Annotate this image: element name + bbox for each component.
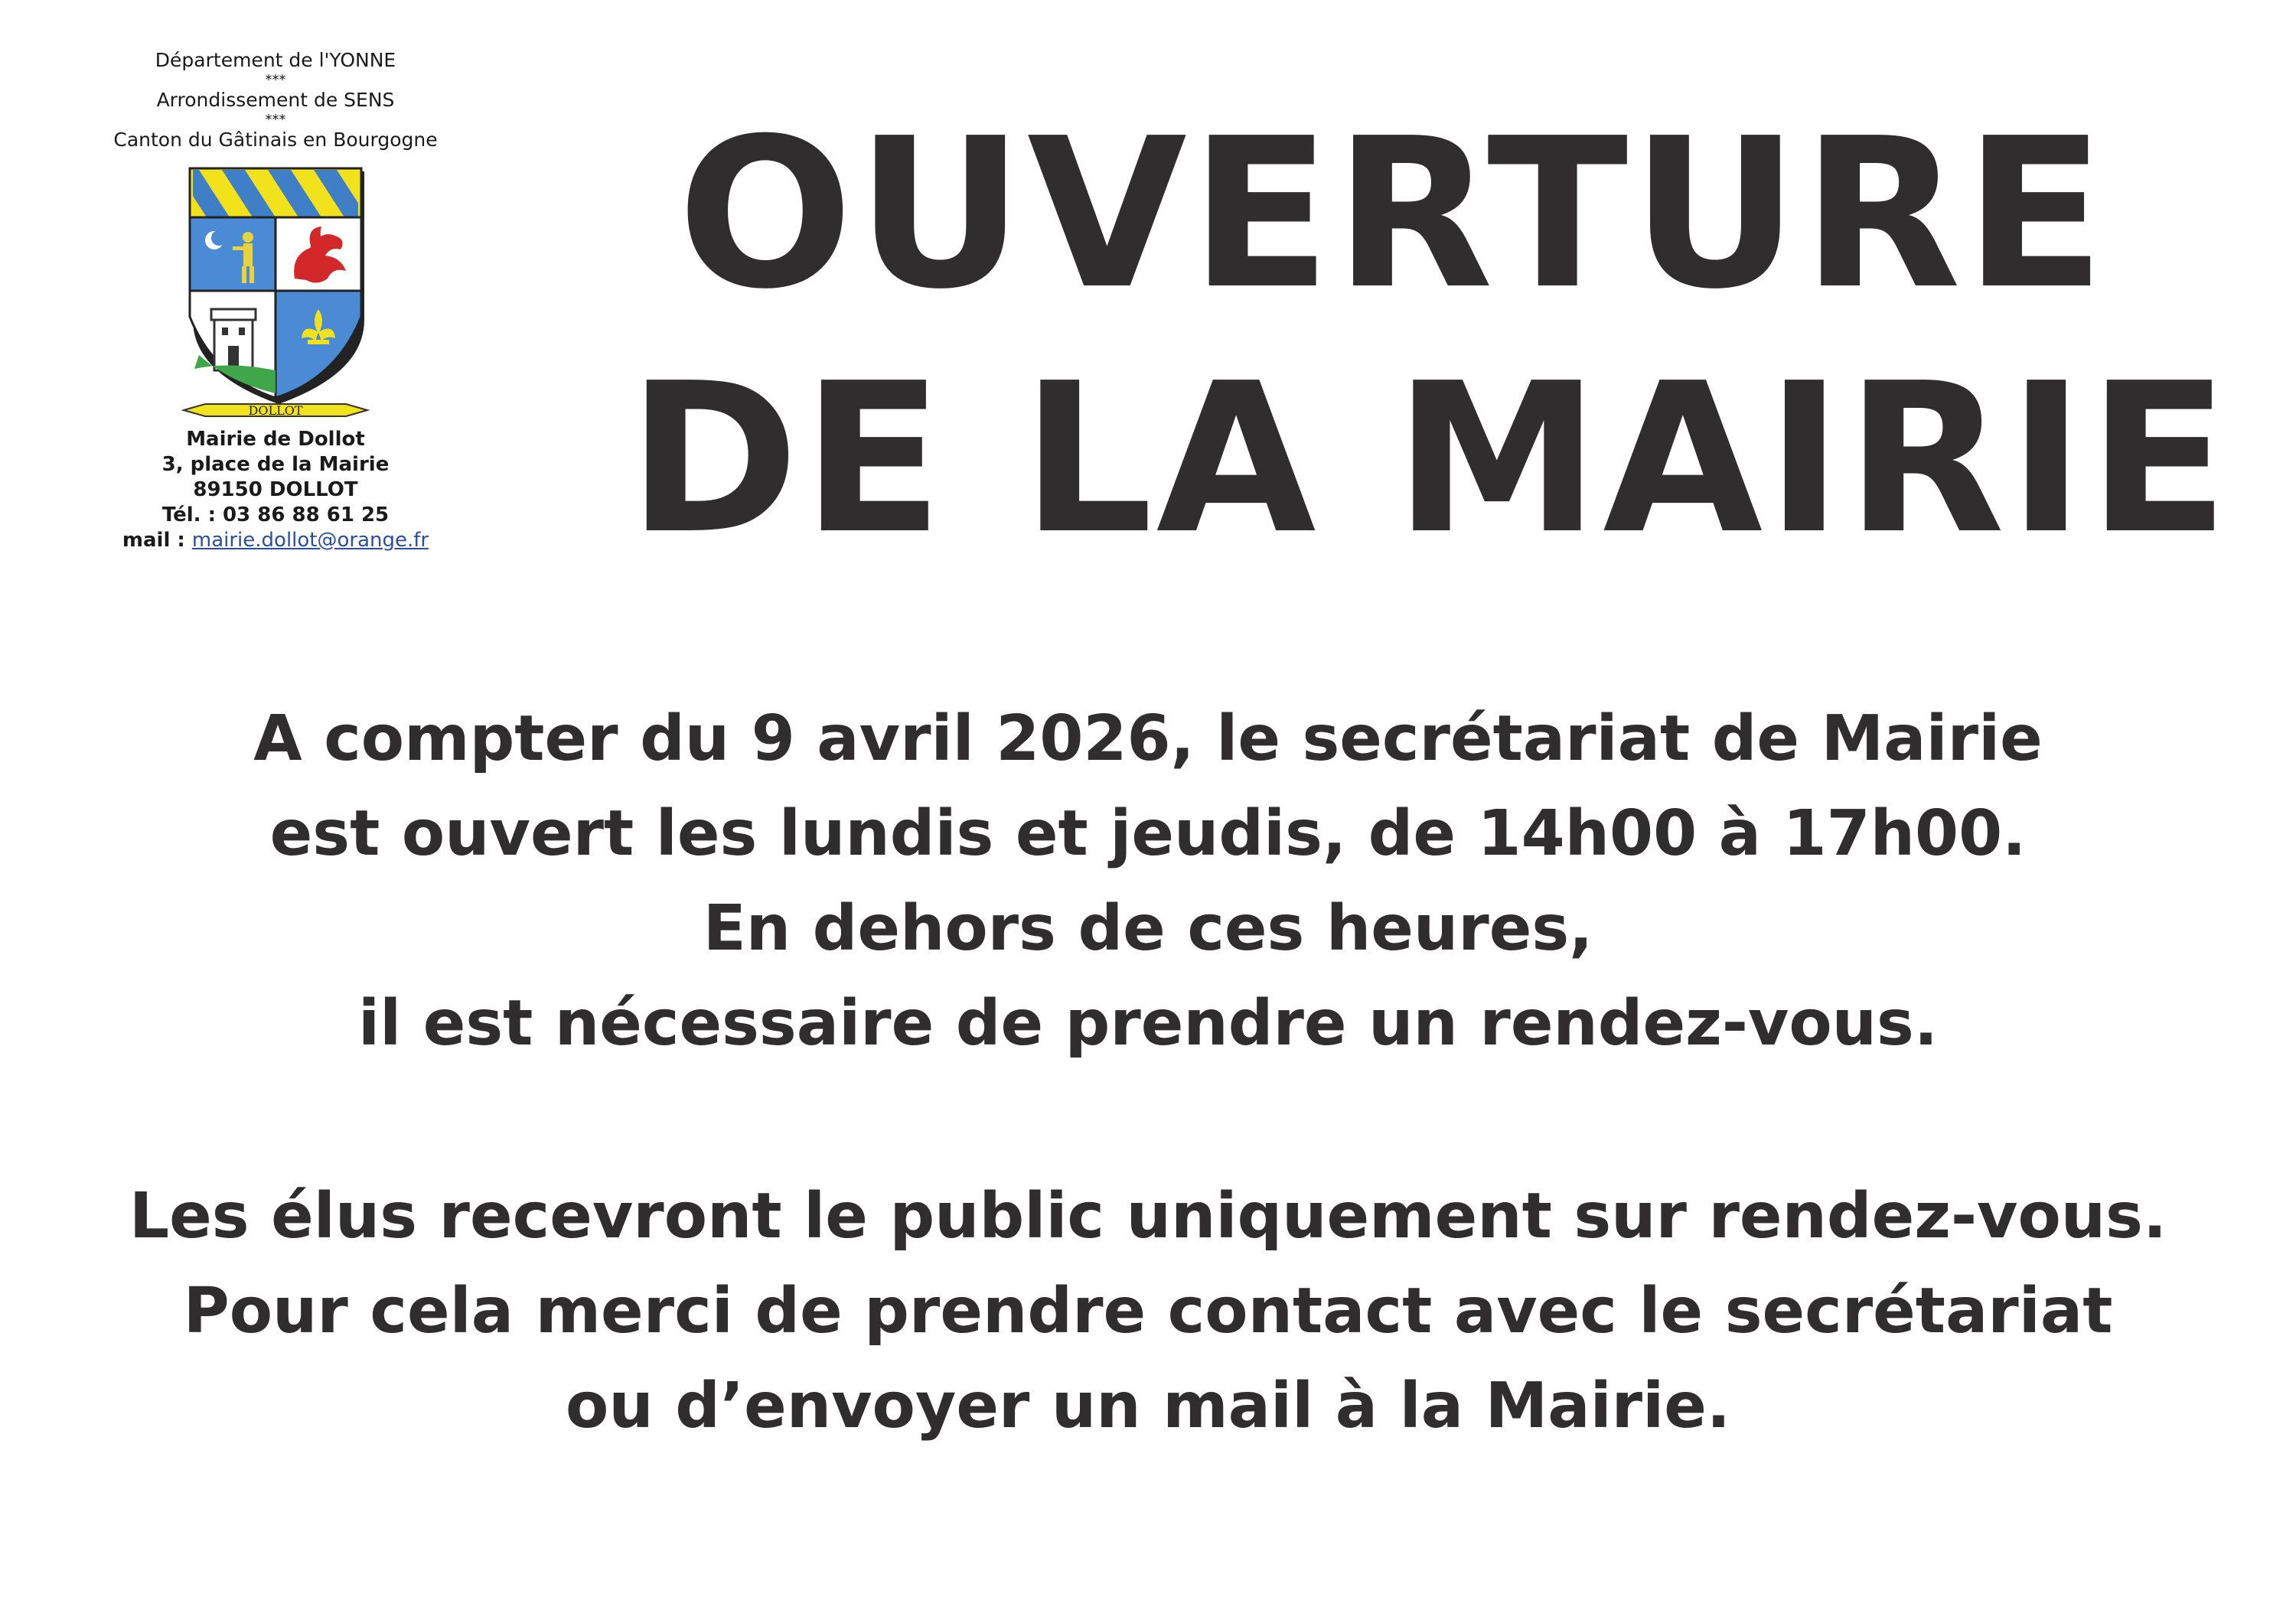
paragraph-line: Pour cela merci de prendre contact avec le secrétariat (183, 1275, 2113, 1348)
canton-line: Canton du Gâtinais en Bourgogne (113, 129, 438, 151)
org-name: Mairie de Dollot (186, 428, 365, 451)
mail-link[interactable]: mairie.dollot@orange.fr (191, 529, 429, 552)
separator: *** (265, 72, 286, 88)
paragraph-line: ou d’envoyer un mail à la Mairie. (565, 1370, 1730, 1442)
paragraph-line: En dehors de ces heures, (703, 892, 1593, 965)
letterhead (77, 47, 475, 553)
mail-line (77, 528, 475, 553)
paragraph-line: Les élus recevront le public uniquement sur rendez-vous. (129, 1180, 2167, 1253)
coat-of-arms-icon (168, 164, 383, 424)
title-line-2: DE LA MAIRIE (628, 338, 2232, 579)
arrondissement-line: Arrondissement de SENS (156, 89, 395, 111)
address-line-1: 3, place de la Mairie (161, 453, 390, 476)
opening-hours-paragraph (0, 692, 2296, 1071)
department-line: Département de l'YONNE (155, 49, 396, 71)
paragraph-line: il est nécessaire de prendre un rendez-vous. (357, 987, 1938, 1060)
banner-label: DOLLOT (248, 403, 303, 418)
mail-label: mail : (122, 529, 185, 552)
page-title (628, 92, 2232, 582)
appointment-paragraph (0, 1169, 2296, 1454)
contact-block (77, 427, 475, 553)
title-line-1: OUVERTURE (677, 93, 2108, 334)
paragraph-line: est ouvert les lundis et jeudis, de 14h00 à 17h00. (269, 797, 2027, 870)
paragraph-line: A compter du 9 avril 2026, le secrétariat de Mairie (253, 702, 2043, 775)
separator: *** (265, 112, 286, 128)
phone-line: Tél. : 03 86 88 61 25 (161, 504, 390, 526)
address-line-2: 89150 DOLLOT (193, 478, 358, 501)
